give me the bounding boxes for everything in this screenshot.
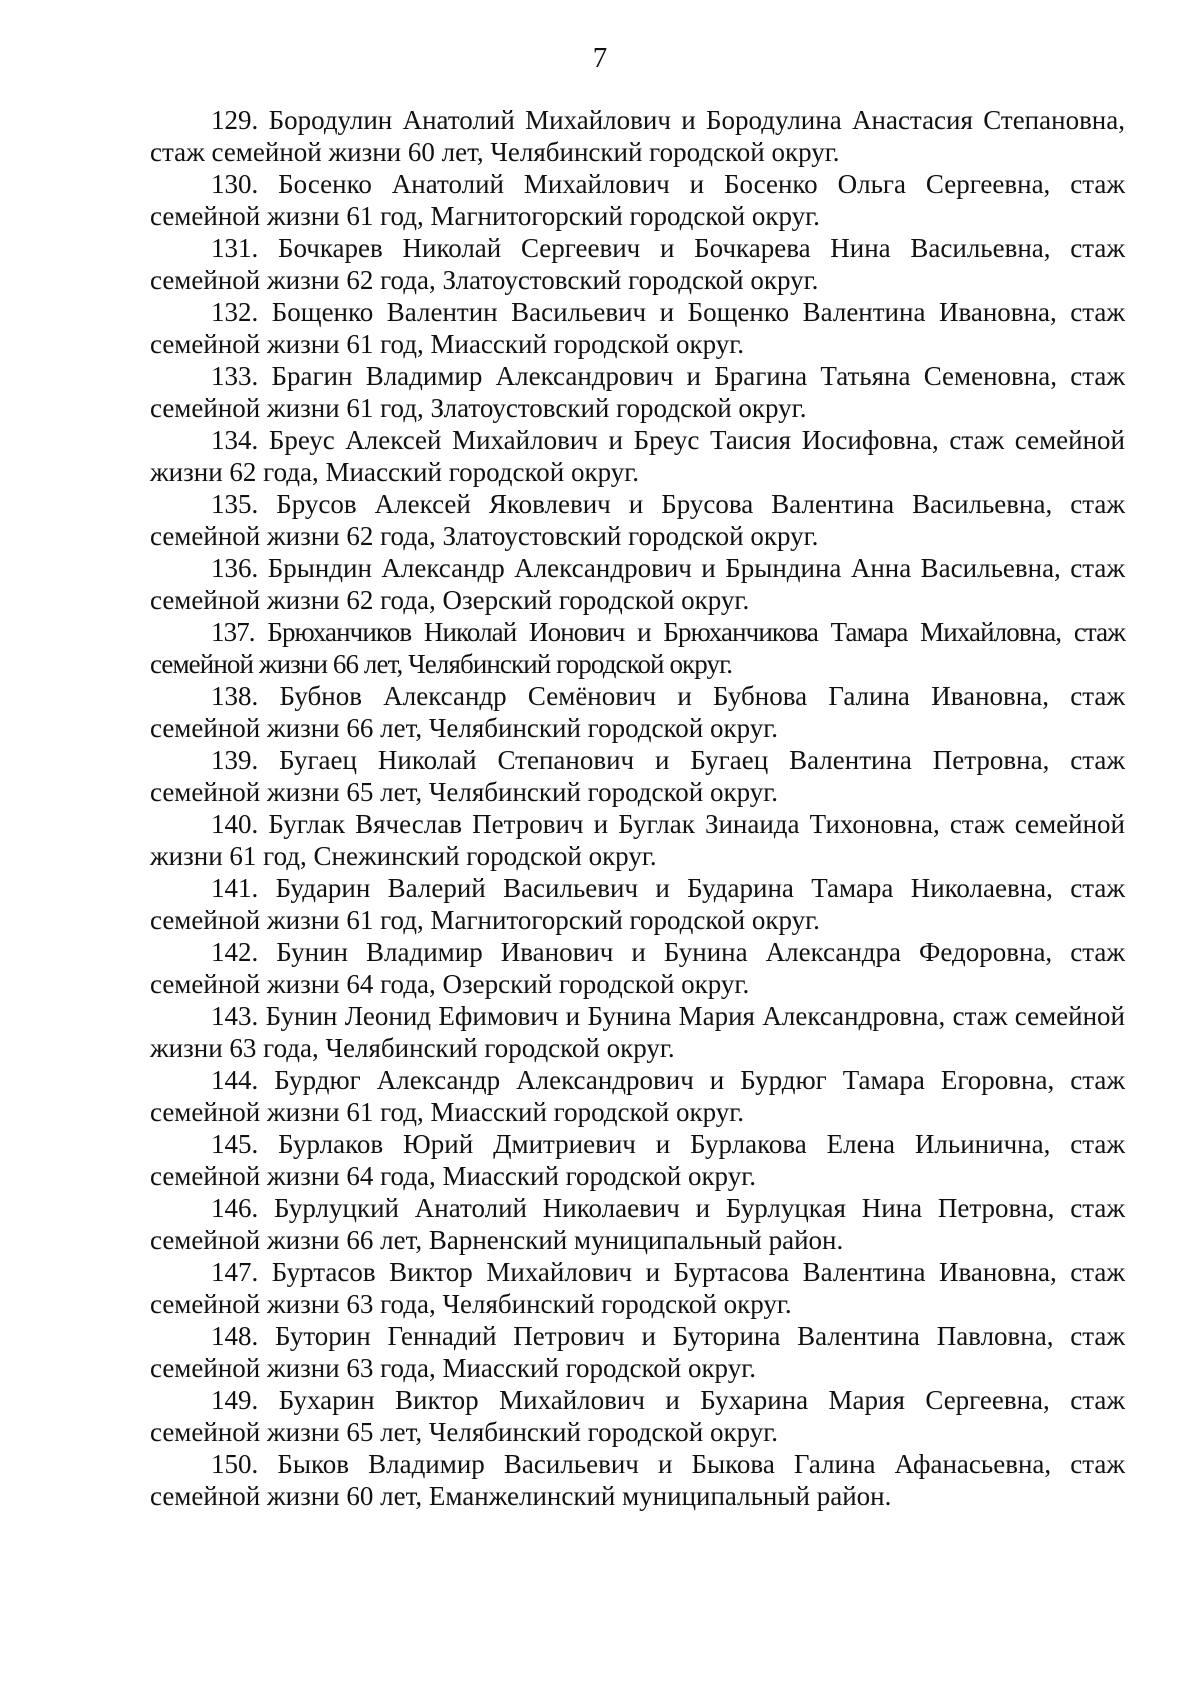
list-item: 135. Брусов Алексей Яковлевич и Брусова Валентина Васильевна, стаж семейной жизни 62 года, Златоустовский городской округ. bbox=[150, 489, 1125, 551]
list-item: 140. Буглак Вячеслав Петрович и Буглак Зинаида Тихоновна, стаж семейной жизни 61 год, Снежинский городской округ. bbox=[150, 809, 1125, 871]
list-item: 138. Бубнов Александр Семёнович и Бубнова Галина Ивановна, стаж семейной жизни 66 лет, Челябинский городской округ. bbox=[150, 681, 1125, 743]
page-number: 7 bbox=[592, 42, 608, 74]
list-item: 134. Бреус Алексей Михайлович и Бреус Таисия Иосифовна, стаж семейной жизни 62 года, Миасский городской округ. bbox=[150, 425, 1125, 487]
list-item: 145. Бурлаков Юрий Дмитриевич и Бурлакова Елена Ильинична, стаж семейной жизни 64 года, Миасский городской округ. bbox=[150, 1129, 1125, 1191]
list-item: 150. Быков Владимир Васильевич и Быкова Галина Афанасьевна, стаж семейной жизни 60 лет, Еманжелинский муниципальный район. bbox=[150, 1449, 1125, 1511]
list-item: 129. Бородулин Анатолий Михайлович и Бородулина Анастасия Степановна, стаж семейной жизни 60 лет, Челябинский городской округ. bbox=[150, 105, 1125, 167]
list-item: 147. Буртасов Виктор Михайлович и Буртасова Валентина Ивановна, стаж семейной жизни 63 года, Челябинский городской округ. bbox=[150, 1257, 1125, 1319]
list-item: 149. Бухарин Виктор Михайлович и Бухарина Мария Сергеевна, стаж семейной жизни 65 лет, Челябинский городской округ. bbox=[150, 1385, 1125, 1447]
list-item: 133. Брагин Владимир Александрович и Брагина Татьяна Семеновна, стаж семейной жизни 61 год, Златоустовский городской округ. bbox=[150, 361, 1125, 423]
list-item: 143. Бунин Леонид Ефимович и Бунина Мария Александровна, стаж семейной жизни 63 года, Челябинский городской округ. bbox=[150, 1001, 1125, 1063]
list-item: 130. Босенко Анатолий Михайлович и Босенко Ольга Сергеевна, стаж семейной жизни 61 год, Магнитогорский городской округ. bbox=[150, 169, 1125, 231]
list-item: 144. Бурдюг Александр Александрович и Бурдюг Тамара Егоровна, стаж семейной жизни 61 год, Миасский городской округ. bbox=[150, 1065, 1125, 1127]
list-item: 141. Бударин Валерий Васильевич и Бударина Тамара Николаевна, стаж семейной жизни 61 год, Магнитогорский городской округ. bbox=[150, 873, 1125, 935]
entries-list bbox=[150, 104, 1125, 1512]
list-item: 142. Бунин Владимир Иванович и Бунина Александра Федоровна, стаж семейной жизни 64 года, Озерский городской округ. bbox=[150, 937, 1125, 999]
list-item: 139. Бугаец Николай Степанович и Бугаец Валентина Петровна, стаж семейной жизни 65 лет, Челябинский городской округ. bbox=[150, 745, 1125, 807]
list-item: 132. Бощенко Валентин Васильевич и Бощенко Валентина Ивановна, стаж семейной жизни 61 год, Миасский городской округ. bbox=[150, 297, 1125, 359]
list-item: 137. Брюханчиков Николай Ионович и Брюханчикова Тамара Михайловна, стаж семейной жизни 66 лет, Челябинский городской округ. bbox=[150, 617, 1125, 679]
list-item: 136. Брындин Александр Александрович и Брындина Анна Васильевна, стаж семейной жизни 62 года, Озерский городской округ. bbox=[150, 553, 1125, 615]
list-item: 131. Бочкарев Николай Сергеевич и Бочкарева Нина Васильевна, стаж семейной жизни 62 года, Златоустовский городской округ. bbox=[150, 233, 1125, 295]
list-item: 146. Бурлуцкий Анатолий Николаевич и Бурлуцкая Нина Петровна, стаж семейной жизни 66 лет, Варненский муниципальный район. bbox=[150, 1193, 1125, 1255]
list-item: 148. Буторин Геннадий Петрович и Буторина Валентина Павловна, стаж семейной жизни 63 года, Миасский городской округ. bbox=[150, 1321, 1125, 1383]
